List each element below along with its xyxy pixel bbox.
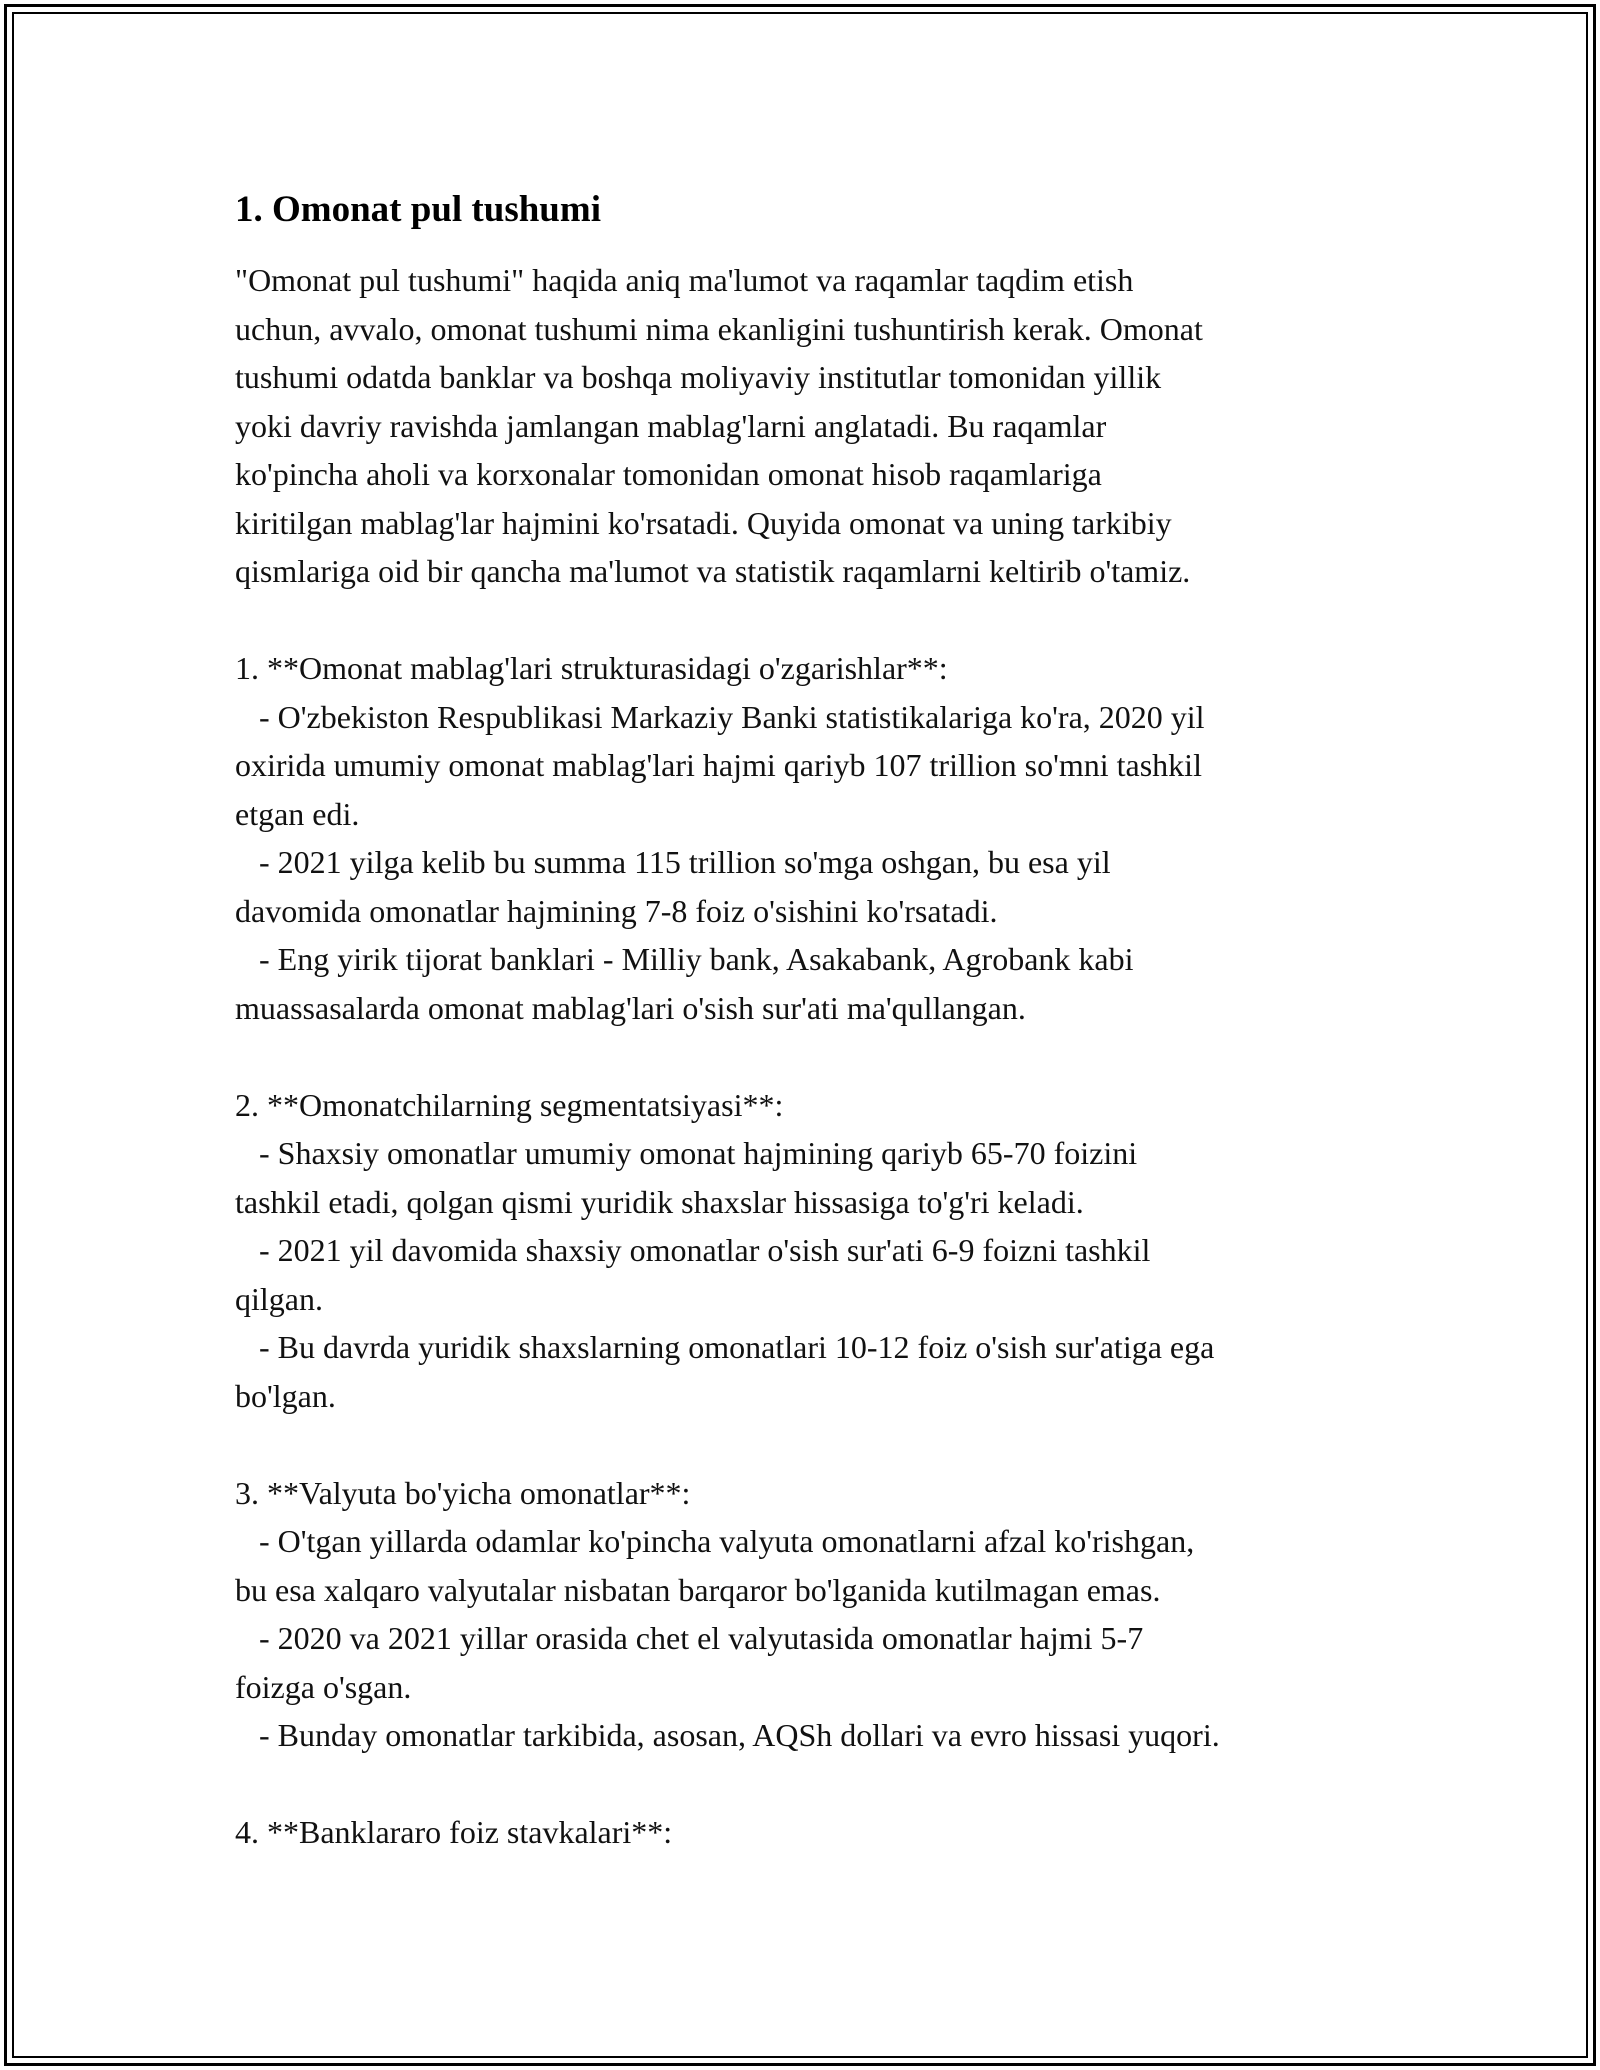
list-item: - Bunday omonatlar tarkibida, asosan, AQSh dollari va evro hissasi yuqori. [235,1717,1220,1753]
section-4 [235,1808,1385,1857]
spacer [235,1032,1385,1081]
page-title: 1. Omonat pul tushumi [235,189,601,230]
spacer [235,1760,1385,1809]
list-item: - 2021 yil davomida shaxsiy omonatlar o'sish sur'ati 6-9 foizni tashkil qilgan. [235,1232,1151,1317]
list-item: - O'tgan yillarda odamlar ko'pincha valyuta omonatlarni afzal ko'rishgan, bu esa xalqaro valyutalar nisbatan barqaror bo'lganida kutilmagan emas. [235,1523,1195,1608]
list-item: - Shaxsiy omonatlar umumiy omonat hajmining qariyb 65-70 foizini tashkil etadi, qolgan qismi yuridik shaxslar hissasiga to'g'ri keladi. [235,1135,1138,1220]
list-item: - O'zbekiston Respublikasi Markaziy Banki statistikalariga ko'ra, 2020 yil oxirida umumiy omonat mablag'lari hajmi qariyb 107 trillion so'mni tashkil etgan edi. [235,698,1205,832]
list-item: - Eng yirik tijorat banklari - Milliy bank, Asakabank, Agrobank kabi muassasalarda omonat mablag'lari o'sish sur'ati ma'qullangan. [235,941,1134,1026]
section-2 [235,1081,1385,1421]
section-heading: 1. **Omonat mablag'lari strukturasidagi o'zgarishlar**: [235,650,948,686]
section-1 [235,644,1385,1032]
document-body [235,188,1385,1857]
section-heading: 3. **Valyuta bo'yicha omonatlar**: [235,1474,691,1511]
spacer [235,1420,1385,1469]
list-item: - 2021 yilga kelib bu summa 115 trillion so'mga oshgan, bu esa yil davomida omonatlar hajmining 7-8 foiz o'sishini ko'rsatadi. [235,844,1111,929]
list-item: - Bu davrda yuridik shaxslarning omonatlari 10-12 foiz o'sish sur'atiga ega bo'lgan. [235,1329,1215,1414]
spacer [235,596,1385,645]
section-heading: 4. **Banklararo foiz stavkalari**: [235,1814,673,1850]
section-heading: 2. **Omonatchilarning segmentatsiyasi**: [235,1086,784,1123]
list-item: - 2020 va 2021 yillar orasida chet el valyutasida omonatlar hajmi 5-7 foizga o'sgan. [235,1620,1144,1705]
intro-paragraph: "Omonat pul tushumi" haqida aniq ma'lumot va raqamlar taqdim etish uchun, avvalo, omonat tushumi nima ekanligini tushuntirish kerak. Omonat tushumi odatda banklar va boshqa moliyaviy institutlar tomonidan yillik yoki davriy ravishda jamlangan mablag'larni anglatadi. Bu raqamlar ko'pincha aholi va korxonalar tomonidan omonat hisob raqamlariga kiritilgan mablag'lar hajmini ko'rsatadi. Quyida omonat va uning tarkibiy qismlariga oid bir qancha ma'lumot va statistik raqamlarni keltirib o'tamiz. [235,262,1203,589]
section-3 [235,1469,1385,1760]
